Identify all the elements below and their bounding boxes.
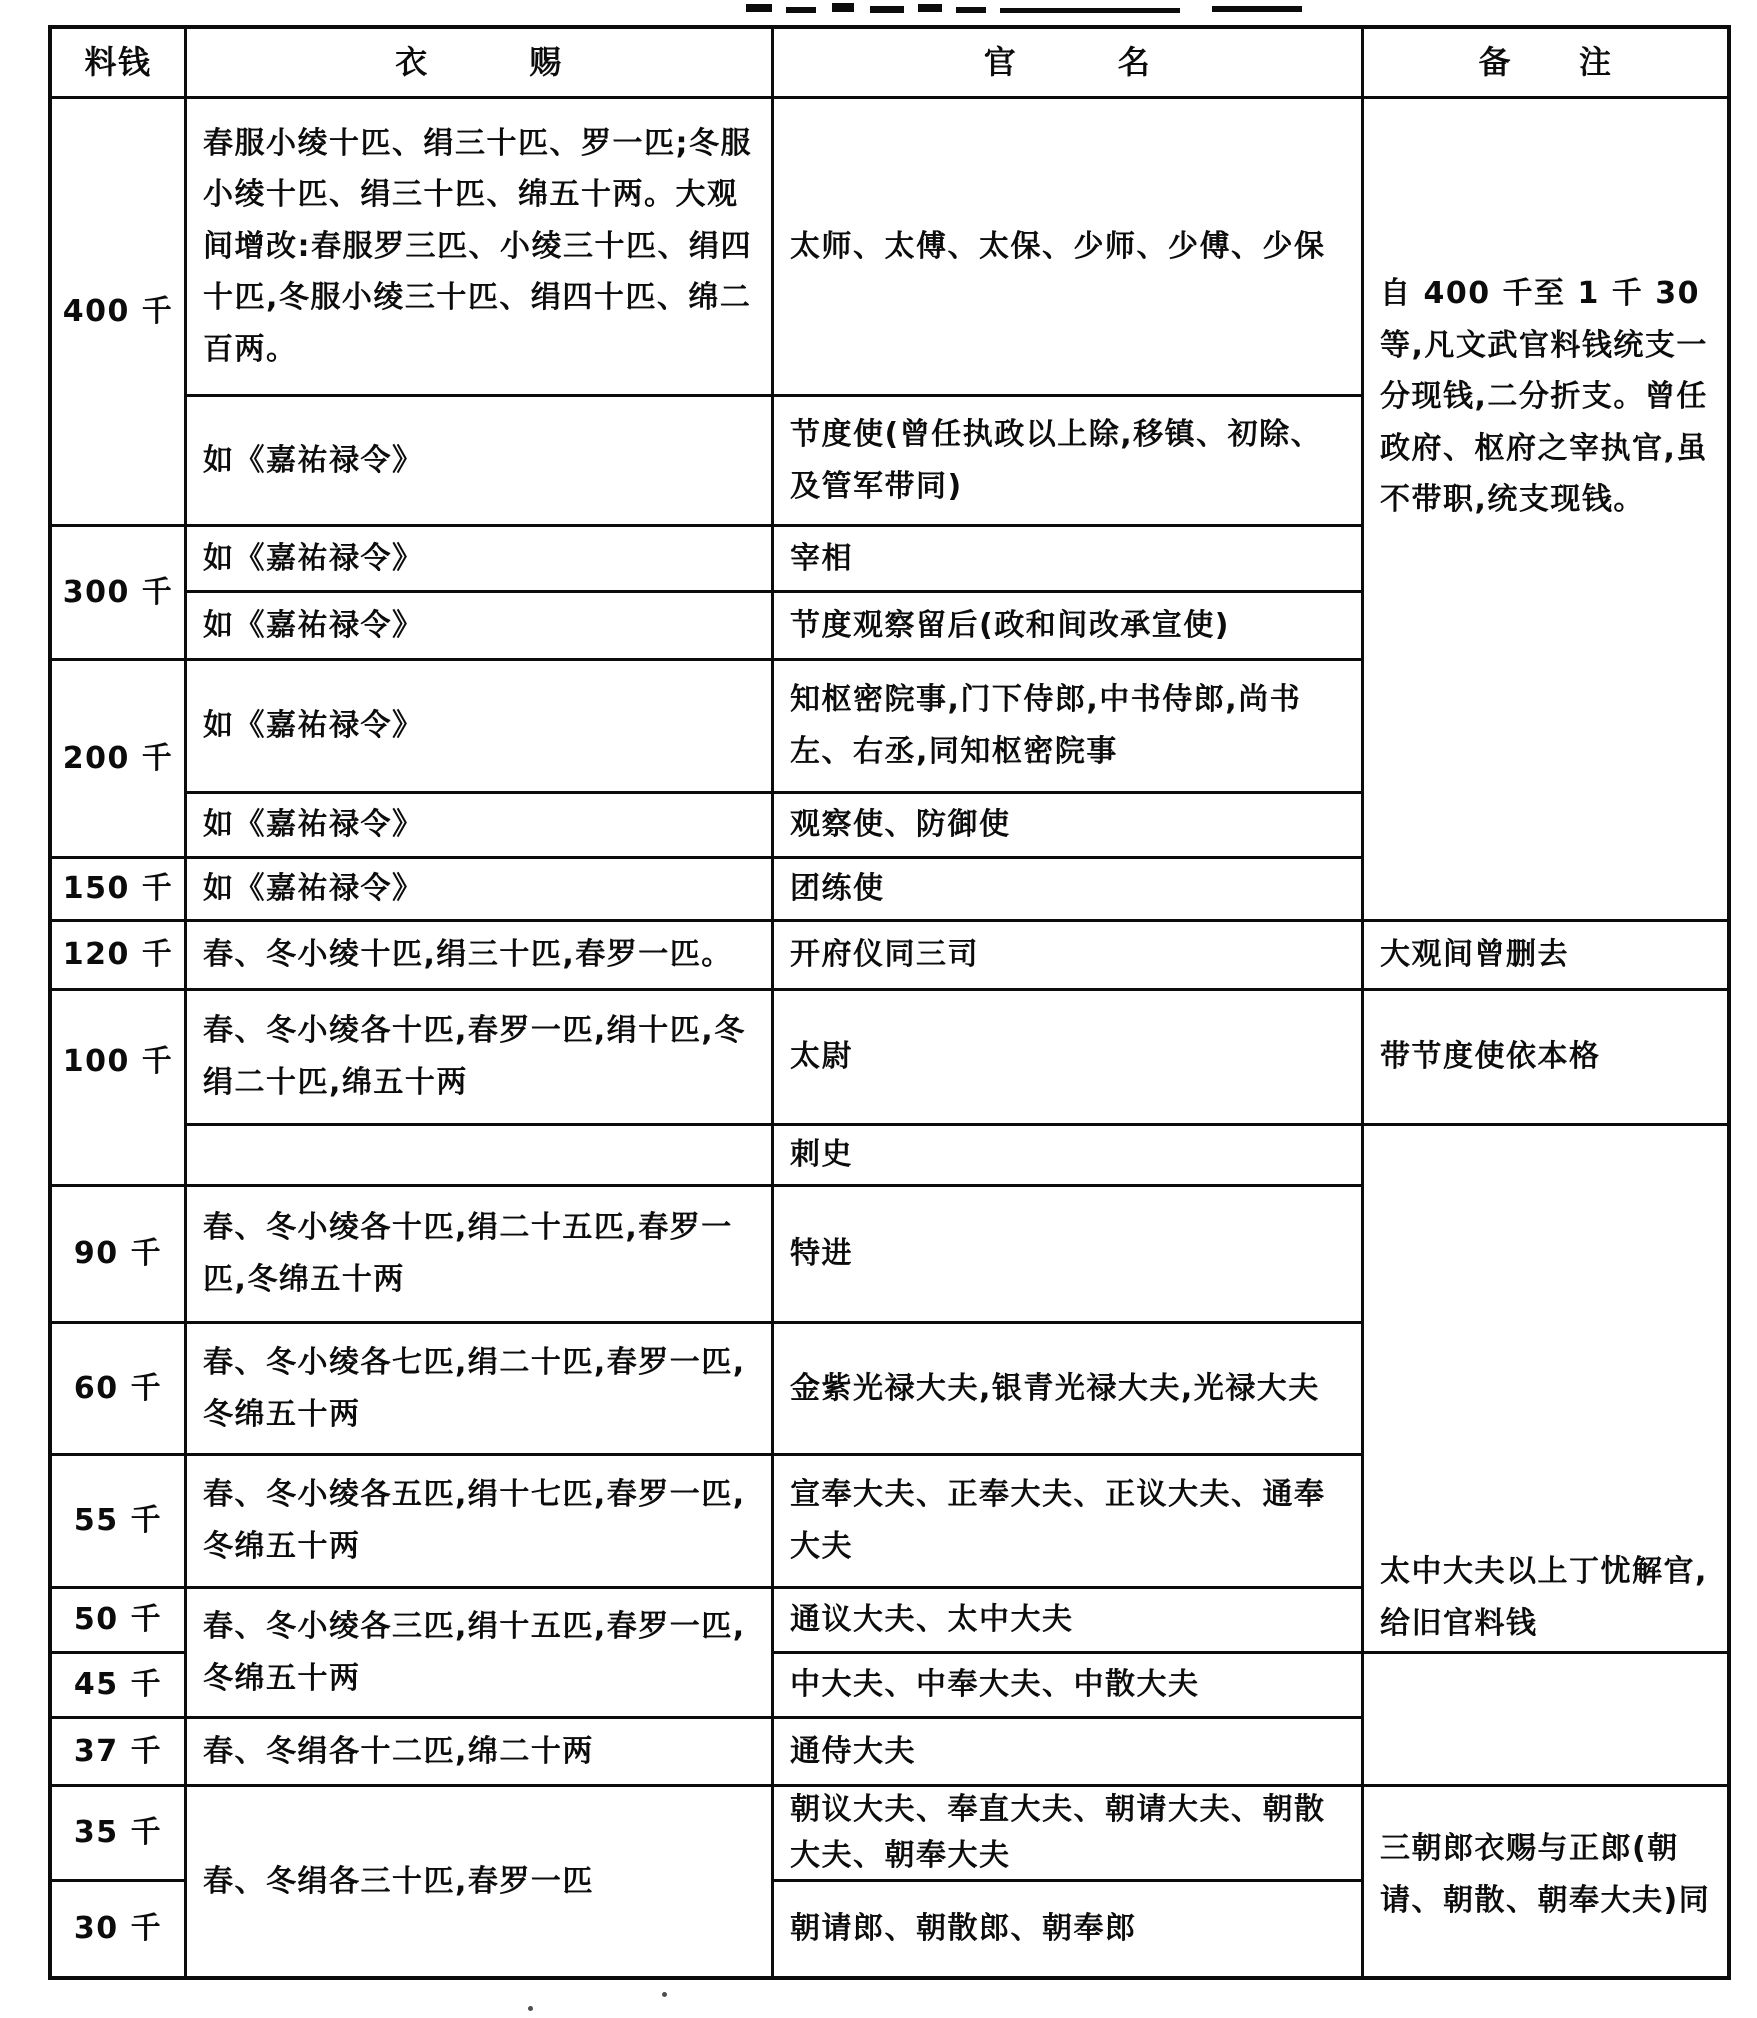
cell-salary-30: 30 千 — [52, 1882, 187, 1976]
cell-clothing-50-45: 春、冬小绫各三匹,绢十五匹,春罗一匹,冬绵五十两 — [187, 1589, 774, 1719]
cell-salary-45: 45 千 — [52, 1654, 187, 1719]
cell-office-xuanfeng: 宣奉大夫、正奉大夫、正议大夫、通奉大夫 — [774, 1456, 1364, 1589]
header-notes: 备 注 — [1364, 29, 1727, 99]
cell-office-zhongdafu: 中大夫、中奉大夫、中散大夫 — [774, 1654, 1364, 1719]
cell-clothing-jiayou: 如《嘉祐禄令》 — [187, 859, 774, 922]
cell-office-tuanlian: 团练使 — [774, 859, 1364, 922]
cell-clothing-jiayou: 如《嘉祐禄令》 — [187, 661, 774, 794]
cell-note-empty — [1364, 1654, 1727, 1787]
cropped-title-fragment — [742, 0, 1462, 14]
cell-clothing-55: 春、冬小绫各五匹,绢十七匹,春罗一匹,冬绵五十两 — [187, 1456, 774, 1589]
header-clothing: 衣 赐 — [187, 29, 774, 99]
cell-office-jinzi: 金紫光禄大夫,银青光禄大夫,光禄大夫 — [774, 1324, 1364, 1456]
cell-clothing-120: 春、冬小绫十匹,绢三十匹,春罗一匹。 — [187, 922, 774, 991]
cell-salary-200: 200 千 — [52, 661, 187, 859]
cell-note-mid: 太中大夫以上丁忧解官,给旧官料钱 — [1364, 1126, 1727, 1654]
cell-note-120: 大观间曾删去 — [1364, 922, 1727, 991]
cell-office-tejin: 特进 — [774, 1187, 1364, 1324]
cell-clothing-35-30: 春、冬绢各三十匹,春罗一匹 — [187, 1787, 774, 1976]
cell-office-shumi: 知枢密院事,门下侍郎,中书侍郎,尚书左、右丞,同知枢密院事 — [774, 661, 1364, 794]
cell-salary-50: 50 千 — [52, 1589, 187, 1654]
cell-salary-120: 120 千 — [52, 922, 187, 991]
cell-salary-400: 400 千 — [52, 99, 187, 527]
cell-office-taiwei: 太尉 — [774, 991, 1364, 1126]
cell-office-tongyi: 通议大夫、太中大夫 — [774, 1589, 1364, 1654]
cell-note-top: 自 400 千至 1 千 30 等,凡文武官料钱统支一分现钱,二分折支。曾任政府、枢府之宰执官,虽不带职,统支现钱。 — [1364, 99, 1727, 922]
cell-office-kaifu: 开府仪同三司 — [774, 922, 1364, 991]
cell-clothing-90: 春、冬小绫各十匹,绢二十五匹,春罗一匹,冬绵五十两 — [187, 1187, 774, 1324]
cell-clothing-jiayou: 如《嘉祐禄令》 — [187, 397, 774, 527]
cell-office-liuhou: 节度观察留后(政和间改承宣使) — [774, 593, 1364, 661]
cell-salary-300: 300 千 — [52, 527, 187, 661]
cell-salary-90: 90 千 — [52, 1187, 187, 1324]
cell-office-cishi: 刺史 — [774, 1126, 1364, 1187]
cell-salary-55: 55 千 — [52, 1456, 187, 1589]
cell-clothing-empty — [187, 1126, 774, 1187]
salary-table — [48, 25, 1731, 1980]
cell-office-guancha: 观察使、防御使 — [774, 794, 1364, 859]
cell-clothing-100: 春、冬小绫各十匹,春罗一匹,绢十匹,冬绢二十匹,绵五十两 — [187, 991, 774, 1126]
header-salary: 料钱 — [52, 29, 187, 99]
cell-note-100: 带节度使依本格 — [1364, 991, 1727, 1126]
cell-salary-37: 37 千 — [52, 1719, 187, 1787]
cell-clothing-jiayou: 如《嘉祐禄令》 — [187, 593, 774, 661]
cell-office-three-dukes: 太师、太傅、太保、少师、少傅、少保 — [774, 99, 1364, 397]
cell-clothing-400: 春服小绫十匹、绢三十匹、罗一匹;冬服小绫十匹、绢三十匹、绵五十两。大观间增改:春服罗三匹、小绫三十匹、绢四十匹,冬服小绫三十匹、绢四十匹、绵二百两。 — [187, 99, 774, 397]
header-office: 官 名 — [774, 29, 1364, 99]
cell-note-bottom: 三朝郎衣赐与正郎(朝请、朝散、朝奉大夫)同 — [1380, 1831, 1711, 1918]
cell-salary-100: 100 千 — [52, 991, 187, 1187]
cell-office-jiedushi: 节度使(曾任执政以上除,移镇、初除、及管军带同) — [774, 397, 1364, 527]
cell-office-tongshi: 通侍大夫 — [774, 1719, 1364, 1787]
cell-salary-35: 35 千 — [52, 1787, 187, 1882]
cell-clothing-jiayou: 如《嘉祐禄令》 — [187, 527, 774, 593]
cell-clothing-37: 春、冬绢各十二匹,绵二十两 — [187, 1719, 774, 1787]
cell-salary-150: 150 千 — [52, 859, 187, 922]
cell-office-chaolang: 朝请郎、朝散郎、朝奉郎 — [774, 1882, 1364, 1976]
cell-salary-60: 60 千 — [52, 1324, 187, 1456]
cell-clothing-jiayou: 如《嘉祐禄令》 — [187, 794, 774, 859]
cell-office-chaoyi: 朝议大夫、奉直大夫、朝请大夫、朝散大夫、朝奉大夫 — [774, 1787, 1364, 1882]
cell-clothing-60: 春、冬小绫各七匹,绢二十匹,春罗一匹,冬绵五十两 — [187, 1324, 774, 1456]
cell-office-zaixiang: 宰相 — [774, 527, 1364, 593]
